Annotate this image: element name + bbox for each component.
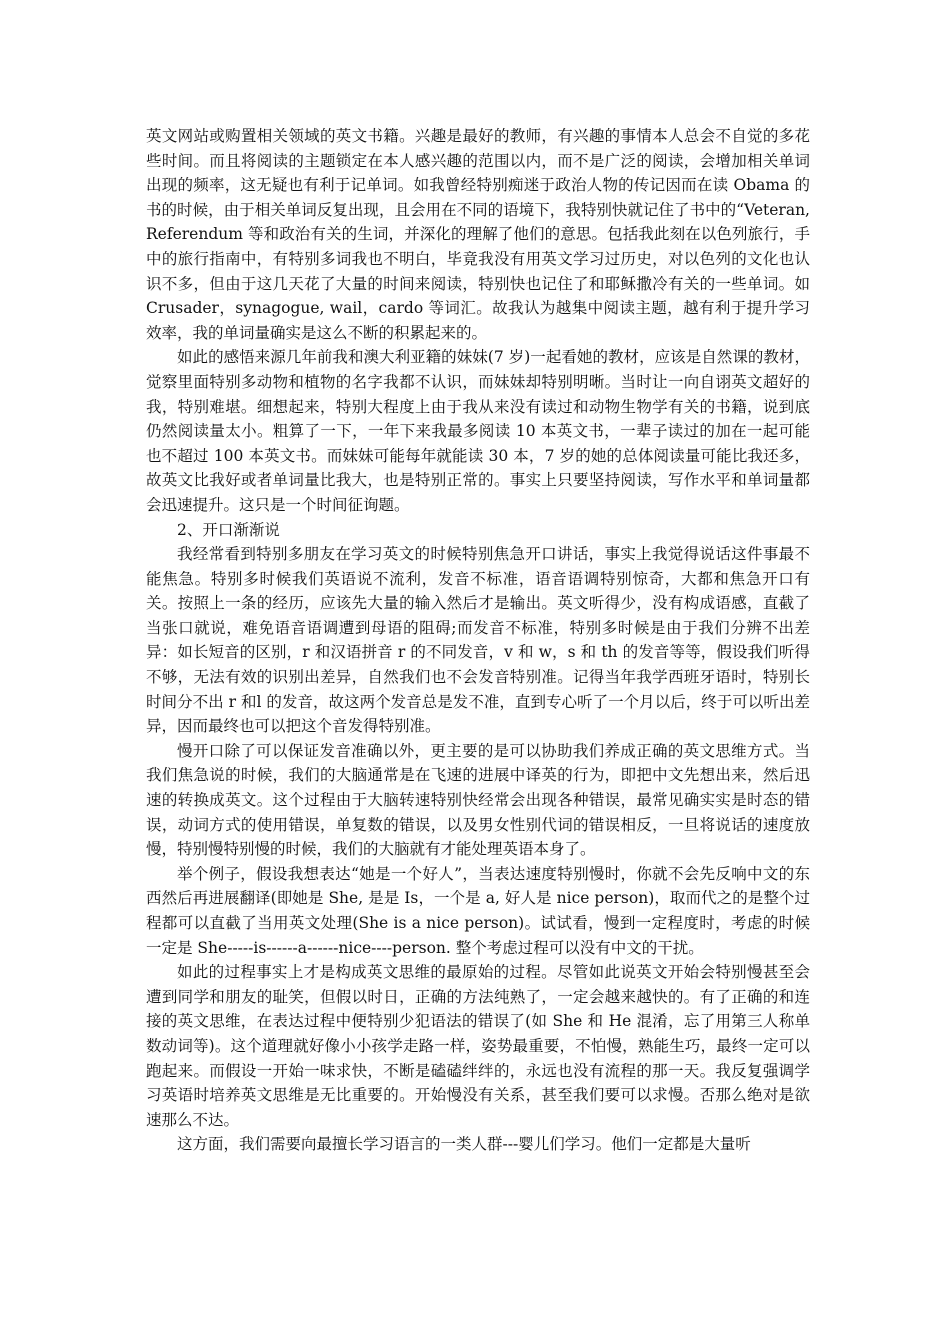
section-heading-speak-slowly: 2、开口渐渐说 [177, 520, 280, 539]
paragraph-original-process: 如此的过程事实上才是构成英文思维的最原始的过程。尽管如此说英文开始会特别慢甚至会遭到同学和朋友的耻笑，但假以时日，正确的方法纯熟了，一定会越来越快的。有了正确的和连接的英文思维，在表达过程中便特别少犯语法的错误了(如 She 和 He 混淆，忘了用第三人称单数动词等)。这个道理就好像小小孩学走路一样，姿势最重要，不怕慢，熟能生巧，最终一定可以跑起来。而假设一开始一味求快，不断是磕磕绊绊的，永远也没有流程的那一天。我反复强调学习英语时培养英文思维是无比重要的。开始慢没有关系，甚至我们要可以求慢。否那么绝对是欲速那么不达。 [146, 963, 810, 1129]
paragraph-english-thinking: 慢开口除了可以保证发音准确以外，更主要的是可以协助我们养成正确的英文思维方式。当我们焦急说的时候，我们的大脑通常是在飞速的进展中译英的行为，即把中文先想出来，然后迅速的转换成英文。这个过程由于大脑转速特别快经常会出现各种错误，最常见确实实是时态的错误，动词方式的使用错误，单复数的错误，以及男女性别代词的错误相反，一旦将说话的速度放慢，特别慢特别慢的时候，我们的大脑就有才能处理英语本身了。 [146, 741, 810, 859]
document-body [146, 124, 810, 1157]
paragraph-dont-rush-speaking: 我经常看到特别多朋友在学习英文的时候特别焦急开口讲话，事实上我觉得说话这件事最不能焦急。特别多时候我们英语说不流利，发音不标准，语音语调特别惊奇，大都和焦急开口有关。按照上一条的经历，应该先大量的输入然后才是输出。英文听得少，没有构成语感，直截了当张口就说，难免语音语调遭到母语的阻碍;而发音不标准，特别多时候是由于我们分辨不出差异：如长短音的区别，r 和汉语拼音 r 的不同发音，v 和 w，s 和 th 的发音等等，假设我们听得不够，无法有效的识别出差异，自然我们也不会发音特别准。记得当年我学西班牙语时，特别长时间分不出 r 和l 的发音，故这两个发音总是发不准，直到专心听了一个月以后，终于可以听出差异，因而最终也可以把这个音发得特别准。 [146, 545, 810, 736]
paragraph-learn-from-babies: 这方面，我们需要向最擅长学习语言的一类人群---婴儿们学习。他们一定都是大量听 [177, 1135, 751, 1154]
paragraph-sister-anecdote: 如此的感悟来源几年前我和澳大利亚籍的妹妹(7 岁)一起看她的教材，应该是自然课的教材，觉察里面特别多动物和植物的名字我都不认识，而妹妹却特别明晰。当时让一向自诩英文超好的我，特别难堪。细想起来，特别大程度上由于我从来没有读过和动物生物学有关的书籍，说到底仍然阅读量太小。粗算了一下，一年下来我最多阅读 10 本英文书，一辈子读过的加在一起可能也不超过 100 本英文书。而妹妹可能每年就能读 30 本，7 岁的她的总体阅读量可能比我还多，故英文比我好或者单词量比我大，也是特别正常的。事实上只要坚持阅读，写作水平和单词量都会迅速提升。这只是一个时间征询题。 [146, 348, 810, 514]
paragraph-example: 举个例子，假设我想表达“她是一个好人”，当表达速度特别慢时，你就不会先反响中文的东西然后再进展翻译(即她是 She, 是是 Is，一个是 a, 好人是 nice person)，取而代之的是整个过程都可以直截了当用英文处理(She is a nice person)。试试看，慢到一定程度时，考虑的时候一定是 She-----is------a------nice----person. 整个考虑过程可以没有中文的干扰。 [146, 864, 810, 957]
paragraph-reading-interest: 英文网站或购置相关领域的英文书籍。兴趣是最好的教师，有兴趣的事情本人总会不自觉的多花些时间。而且将阅读的主题锁定在本人感兴趣的范围以内，而不是广泛的阅读，会增加相关单词出现的频率，这无疑也有利于记单词。如我曾经特别痴迷于政治人物的传记因而在读 Obama 的书的时候，由于相关单词反复出现，且会用在不同的语境下，我特别快就记住了书中的“Veteran, Referendum 等和政治有关的生词，并深化的理解了他们的意思。包括我此刻在以色列旅行，手中的旅行指南中，有特别多词我也不明白，毕竟我没有用英文学习过历史，对以色列的文化也认识不多，但由于这几天花了大量的时间来阅读，特别快也记住了和耶稣撒冷有关的一些单词。如 Crusader，synagogue, wail，cardo 等词汇。故我认为越集中阅读主题，越有利于提升学习效率，我的单词量确实是这么不断的积累起来的。 [146, 127, 810, 342]
